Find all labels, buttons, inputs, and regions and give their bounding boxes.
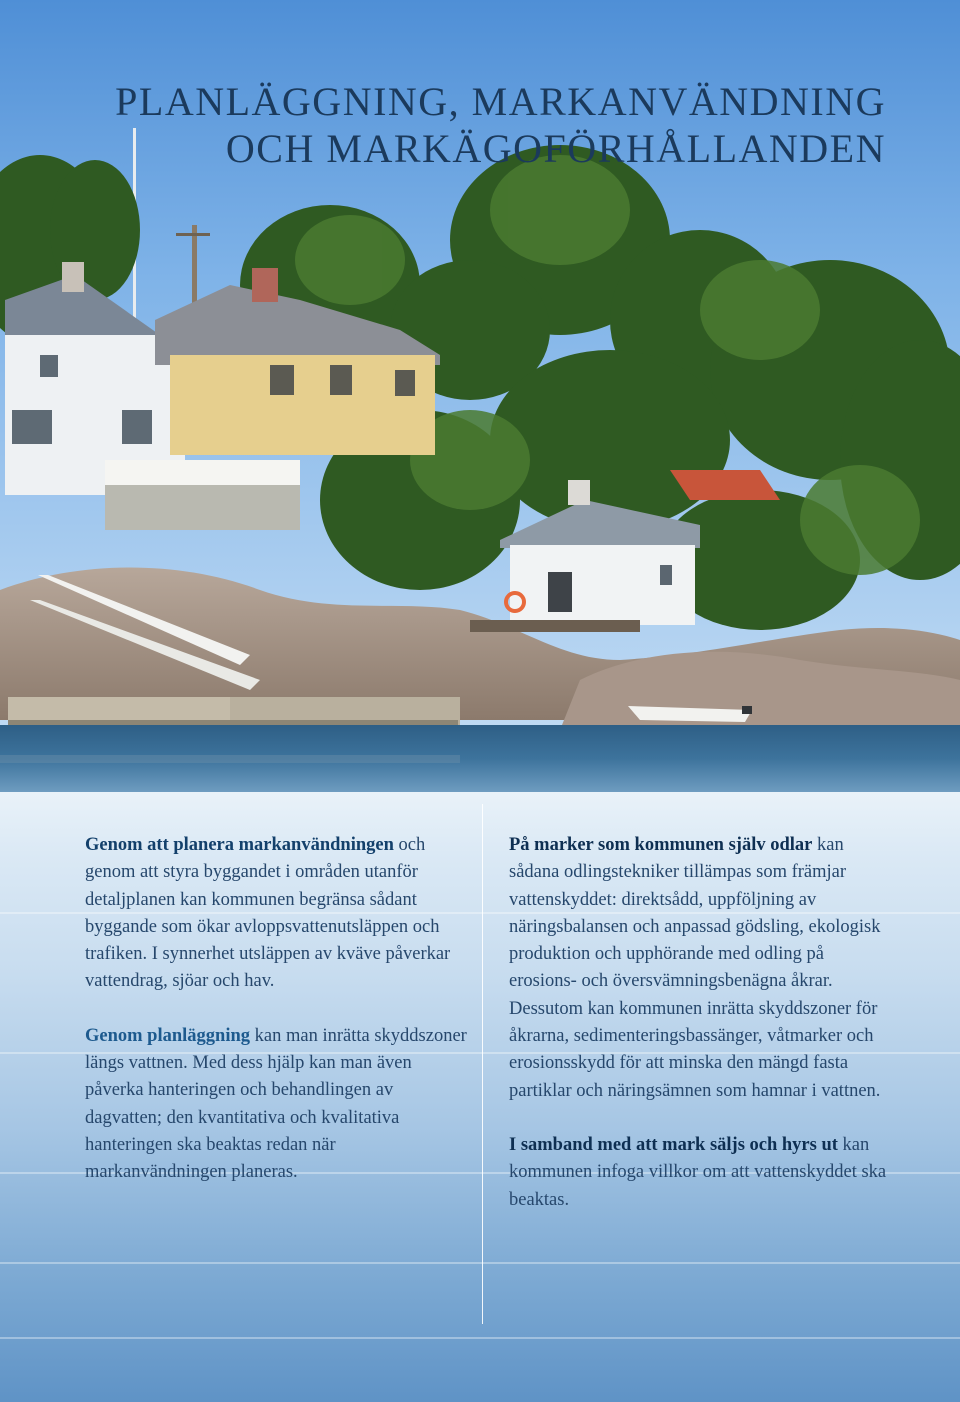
right-paragraph-1-body: kan sådana odlingstekniker tillämpas som främjar vattenskyddet: direktsådd, uppföljning av näringsbalansen och anpassad gödsling, ekologisk produktion och upphörande med odling på erosions- och översvämningsbenägna åkrar. Dessutom kan kommunen inrätta skyddszoner för åkrarna, sedimenteringsbassänger, våtmarker och erosionsskydd för att minska den mängd fasta partiklar och näringsämnen som hamnar i vattnen.: [509, 835, 881, 1101]
left-paragraph-1-body: och genom att styra byggandet i områden utanför detaljplanen kan kommunen begränsa sådant byggande som ökar avloppsvattenutsläppen och trafiken. I synnerhet utsläppen av kväve påverkar vattendrag, sjöar och hav.: [85, 835, 451, 992]
title-line-2: OCH MARKÄGOFÖRHÅLLANDEN: [225, 126, 886, 171]
column-divider: [482, 804, 483, 1324]
title-line-1: PLANLÄGGNING, MARKANVÄNDNING: [115, 79, 886, 124]
right-paragraph-2: [509, 1132, 893, 1214]
left-paragraph-2-body: kan man inrätta skyddszoner längs vattnen. Med dess hjälp kan man även påverka hanteringen och behandlingen av dagvatten; den kvantitativa och kvalitativa hanteringen ska beaktas redan när markanvändningen planeras.: [85, 1025, 467, 1183]
left-paragraph-2-lead: Genom planläggning: [85, 1025, 251, 1046]
right-paragraph-1-lead: På marker som kommunen själv odlar: [509, 835, 813, 855]
left-paragraph-1-lead: Genom att planera markanvändningen: [85, 835, 394, 855]
right-paragraph-2-lead: I samband med att mark säljs och hyrs ut: [509, 1134, 838, 1155]
left-paragraph-1: [85, 832, 469, 996]
ripple: [0, 1262, 960, 1264]
left-column: [85, 832, 469, 1214]
right-column: [509, 832, 893, 1241]
right-paragraph-1: [509, 832, 893, 1105]
left-paragraph-2: [85, 1023, 469, 1187]
right-paragraph-2-body: kan kommunen infoga villkor om att vattenskyddet ska beaktas.: [509, 1134, 887, 1210]
ripple: [0, 1337, 960, 1339]
page-title: [115, 78, 886, 172]
